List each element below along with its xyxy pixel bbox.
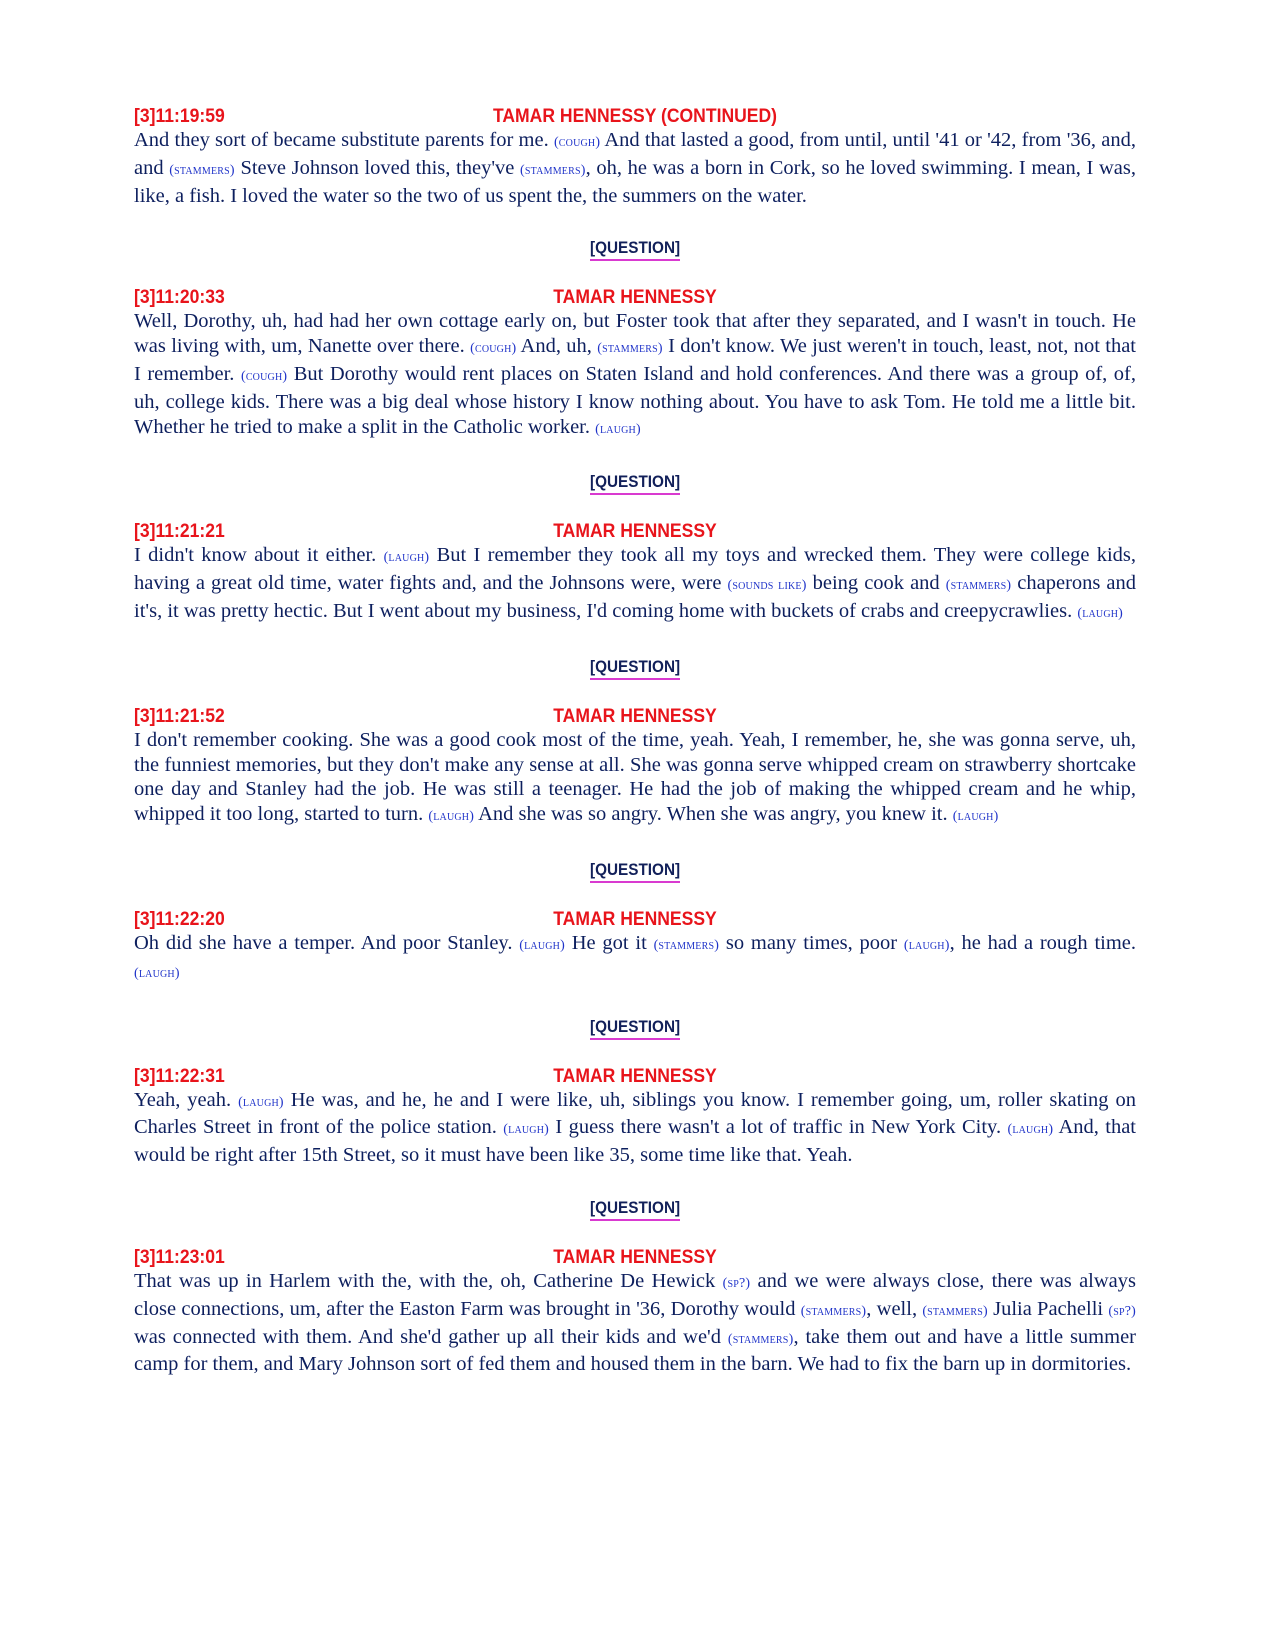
question-marker: [QUESTION]: [590, 1197, 680, 1221]
timecode: [3]11:22:31: [134, 1064, 225, 1087]
speech-text: That was up in Harlem with the, with the, oh, Catherine De Hewick: [134, 1269, 723, 1292]
transcript-entry: [134, 704, 1136, 830]
speech-text: , take them out and have a little summer camp for them, and Mary Johnson sort of fed them and housed them in the barn. We had to fix the barn up in dormitories.: [134, 1325, 1136, 1376]
annotation-note: (cough): [240, 368, 288, 384]
speech-text: And they sort of became substitute parents for me.: [134, 129, 554, 151]
transcript-entry: [134, 1245, 1136, 1377]
speech-text: And that lasted a good, from until, until '41 or '42, from '36, and, and: [134, 129, 1136, 179]
transcript-paragraph: [134, 128, 1136, 208]
speaker-name: TAMAR HENNESSY: [553, 1245, 717, 1268]
annotation-note: (sp?): [1108, 1303, 1136, 1319]
annotation-note: (laugh): [519, 937, 565, 953]
speaker-name: TAMAR HENNESSY: [553, 907, 717, 930]
annotation-note: (laugh): [383, 550, 430, 566]
annotation-note: (sp?): [722, 1275, 751, 1291]
speech-text: , oh, he was a born in Cork, so he loved swimming. I mean, I was, like, a fish. I loved the water so the two of us spent the, the summers on the water.: [134, 156, 1136, 207]
entry-header: [134, 1064, 1136, 1088]
transcript-paragraph: [134, 1088, 1136, 1168]
speech-text: And, uh,: [516, 335, 598, 358]
speech-text: and we were always close, there was always close connections, um, after the Easton Farm was brought in '36, Dorothy would: [134, 1269, 1136, 1320]
speech-text: being cook and: [806, 572, 946, 595]
transcript-entry: [134, 519, 1136, 626]
annotation-note: (laugh): [1077, 605, 1124, 621]
speaker-name: TAMAR HENNESSY (CONTINUED): [492, 105, 778, 127]
speaker-name: TAMAR HENNESSY: [553, 286, 717, 309]
speech-text: I guess there wasn't a lot of traffic in New York City.: [549, 1116, 1008, 1139]
question-marker-row: [134, 235, 1136, 259]
speech-text: Oh did she have a temper. And poor Stanley.: [134, 931, 520, 954]
speech-text: , he had a rough time.: [949, 931, 1137, 954]
annotation-note: (laugh): [595, 421, 641, 437]
speech-text: Julia Pachelli: [987, 1297, 1109, 1320]
annotation-note: (laugh): [903, 937, 950, 953]
transcript-entry: [134, 907, 1136, 987]
annotation-note: (stammers): [727, 1331, 794, 1347]
annotation-note: (laugh): [503, 1122, 550, 1138]
speech-text: Well, Dorothy, uh, had had her own cottage early on, but Foster took that after they separated, and I wasn't in touch. He was living with, um, Nanette over there.: [134, 310, 1136, 358]
question-marker: [QUESTION]: [590, 471, 680, 495]
question-marker-row: [134, 1014, 1136, 1038]
speech-text: chaperons and it's, it was pretty hectic. But I went about my business, I'd coming home with buckets of crabs and creepycrawlies.: [134, 572, 1136, 622]
transcript-paragraph: [134, 931, 1136, 987]
speaker-name: TAMAR HENNESSY: [553, 520, 717, 543]
entry-header: [134, 104, 1136, 128]
question-marker: [QUESTION]: [590, 237, 680, 261]
speech-text: And, that would be right after 15th Street, so it must have been like 35, some time like that. Yeah.: [134, 1116, 1137, 1167]
speech-text: But I remember they took all my toys and wrecked them. They were college kids, having a great old time, water fights and, and the Johnsons were, were: [134, 544, 1137, 595]
transcript-entry: [134, 1064, 1136, 1168]
speaker-name: TAMAR HENNESSY: [553, 704, 717, 727]
speech-text: , well,: [866, 1297, 923, 1320]
annotation-note: (laugh): [952, 809, 999, 825]
transcript-entry: [134, 285, 1136, 442]
annotation-note: (stammers): [520, 162, 586, 178]
speech-text: He got it: [564, 931, 654, 954]
transcript-entry: [134, 104, 1136, 208]
speech-text: He was, and he, he and I were like, uh, siblings you know. I remember going, um, roller skating on Charles Street in front of the police station.: [134, 1088, 1136, 1139]
annotation-note: (stammers): [653, 937, 720, 953]
speech-text: Steve Johnson loved this, they've: [234, 156, 521, 179]
speech-text: I don't remember cooking. She was a good cook most of the time, yeah. Yeah, I remember, he, she was gonna serve, uh, the funniest memories, but they don't make any sense at all. She was gonna serve whipped cream on strawberry shortcake one day and Stanley had the job. He was still a teenager. He had the job of making the whipped cream and he whip, whipped it too long, started to turn.: [134, 728, 1136, 826]
question-marker: [QUESTION]: [590, 656, 680, 680]
speech-text: And she was so angry. When she was angry, you knew it.: [474, 803, 953, 826]
annotation-note: (laugh): [238, 1094, 284, 1110]
question-marker: [QUESTION]: [590, 859, 680, 883]
speaker-name: TAMAR HENNESSY: [553, 1064, 717, 1087]
speech-text: I don't know. We just weren't in touch, least, not, not that I remember.: [134, 335, 1136, 385]
transcript-paragraph: [134, 543, 1136, 626]
annotation-note: (laugh): [1007, 1122, 1054, 1138]
annotation-note: (cough): [553, 135, 601, 150]
question-marker: [QUESTION]: [590, 1016, 680, 1040]
entry-header: [134, 1245, 1136, 1269]
annotation-note: (cough): [470, 341, 517, 357]
annotation-note: (laugh): [428, 809, 475, 825]
question-marker-row: [134, 857, 1136, 881]
entry-header: [134, 519, 1136, 543]
question-marker-row: [134, 1195, 1136, 1219]
timecode: [3]11:21:52: [134, 704, 225, 727]
entry-header: [134, 285, 1136, 309]
transcript-paragraph: [134, 1269, 1136, 1377]
speech-text: was connected with them. And she'd gather up all their kids and we'd: [134, 1325, 728, 1348]
transcript-page: [134, 104, 1136, 1377]
annotation-note: (stammers): [800, 1303, 867, 1319]
speech-text: Yeah, yeah.: [134, 1088, 239, 1111]
annotation-note: (stammers): [169, 162, 235, 178]
annotation-note: (stammers): [597, 341, 663, 357]
question-marker-row: [134, 654, 1136, 678]
entry-header: [134, 907, 1136, 931]
speech-text: But Dorothy would rent places on Staten Island and hold conferences. And there was a group of, of, uh, college kids. There was a big deal whose history I know nothing about. You have to ask Tom. He told me a little bit. Whether he tried to make a split in the Catholic worker.: [134, 362, 1136, 438]
annotation-note: (stammers): [922, 1303, 988, 1319]
annotation-note: (laugh): [134, 965, 180, 981]
entry-header: [134, 704, 1136, 728]
annotation-note: (stammers): [945, 578, 1012, 594]
transcript-paragraph: [134, 728, 1136, 830]
speech-text: so many times, poor: [719, 931, 904, 954]
speech-text: I didn't know about it either.: [134, 544, 384, 567]
timecode: [3]11:19:59: [134, 105, 225, 127]
timecode: [3]11:21:21: [134, 520, 225, 543]
timecode: [3]11:23:01: [134, 1245, 225, 1268]
transcript-paragraph: [134, 309, 1136, 442]
question-marker-row: [134, 469, 1136, 493]
timecode: [3]11:20:33: [134, 286, 225, 309]
timecode: [3]11:22:20: [134, 907, 225, 930]
annotation-note: (sounds like): [727, 578, 807, 594]
